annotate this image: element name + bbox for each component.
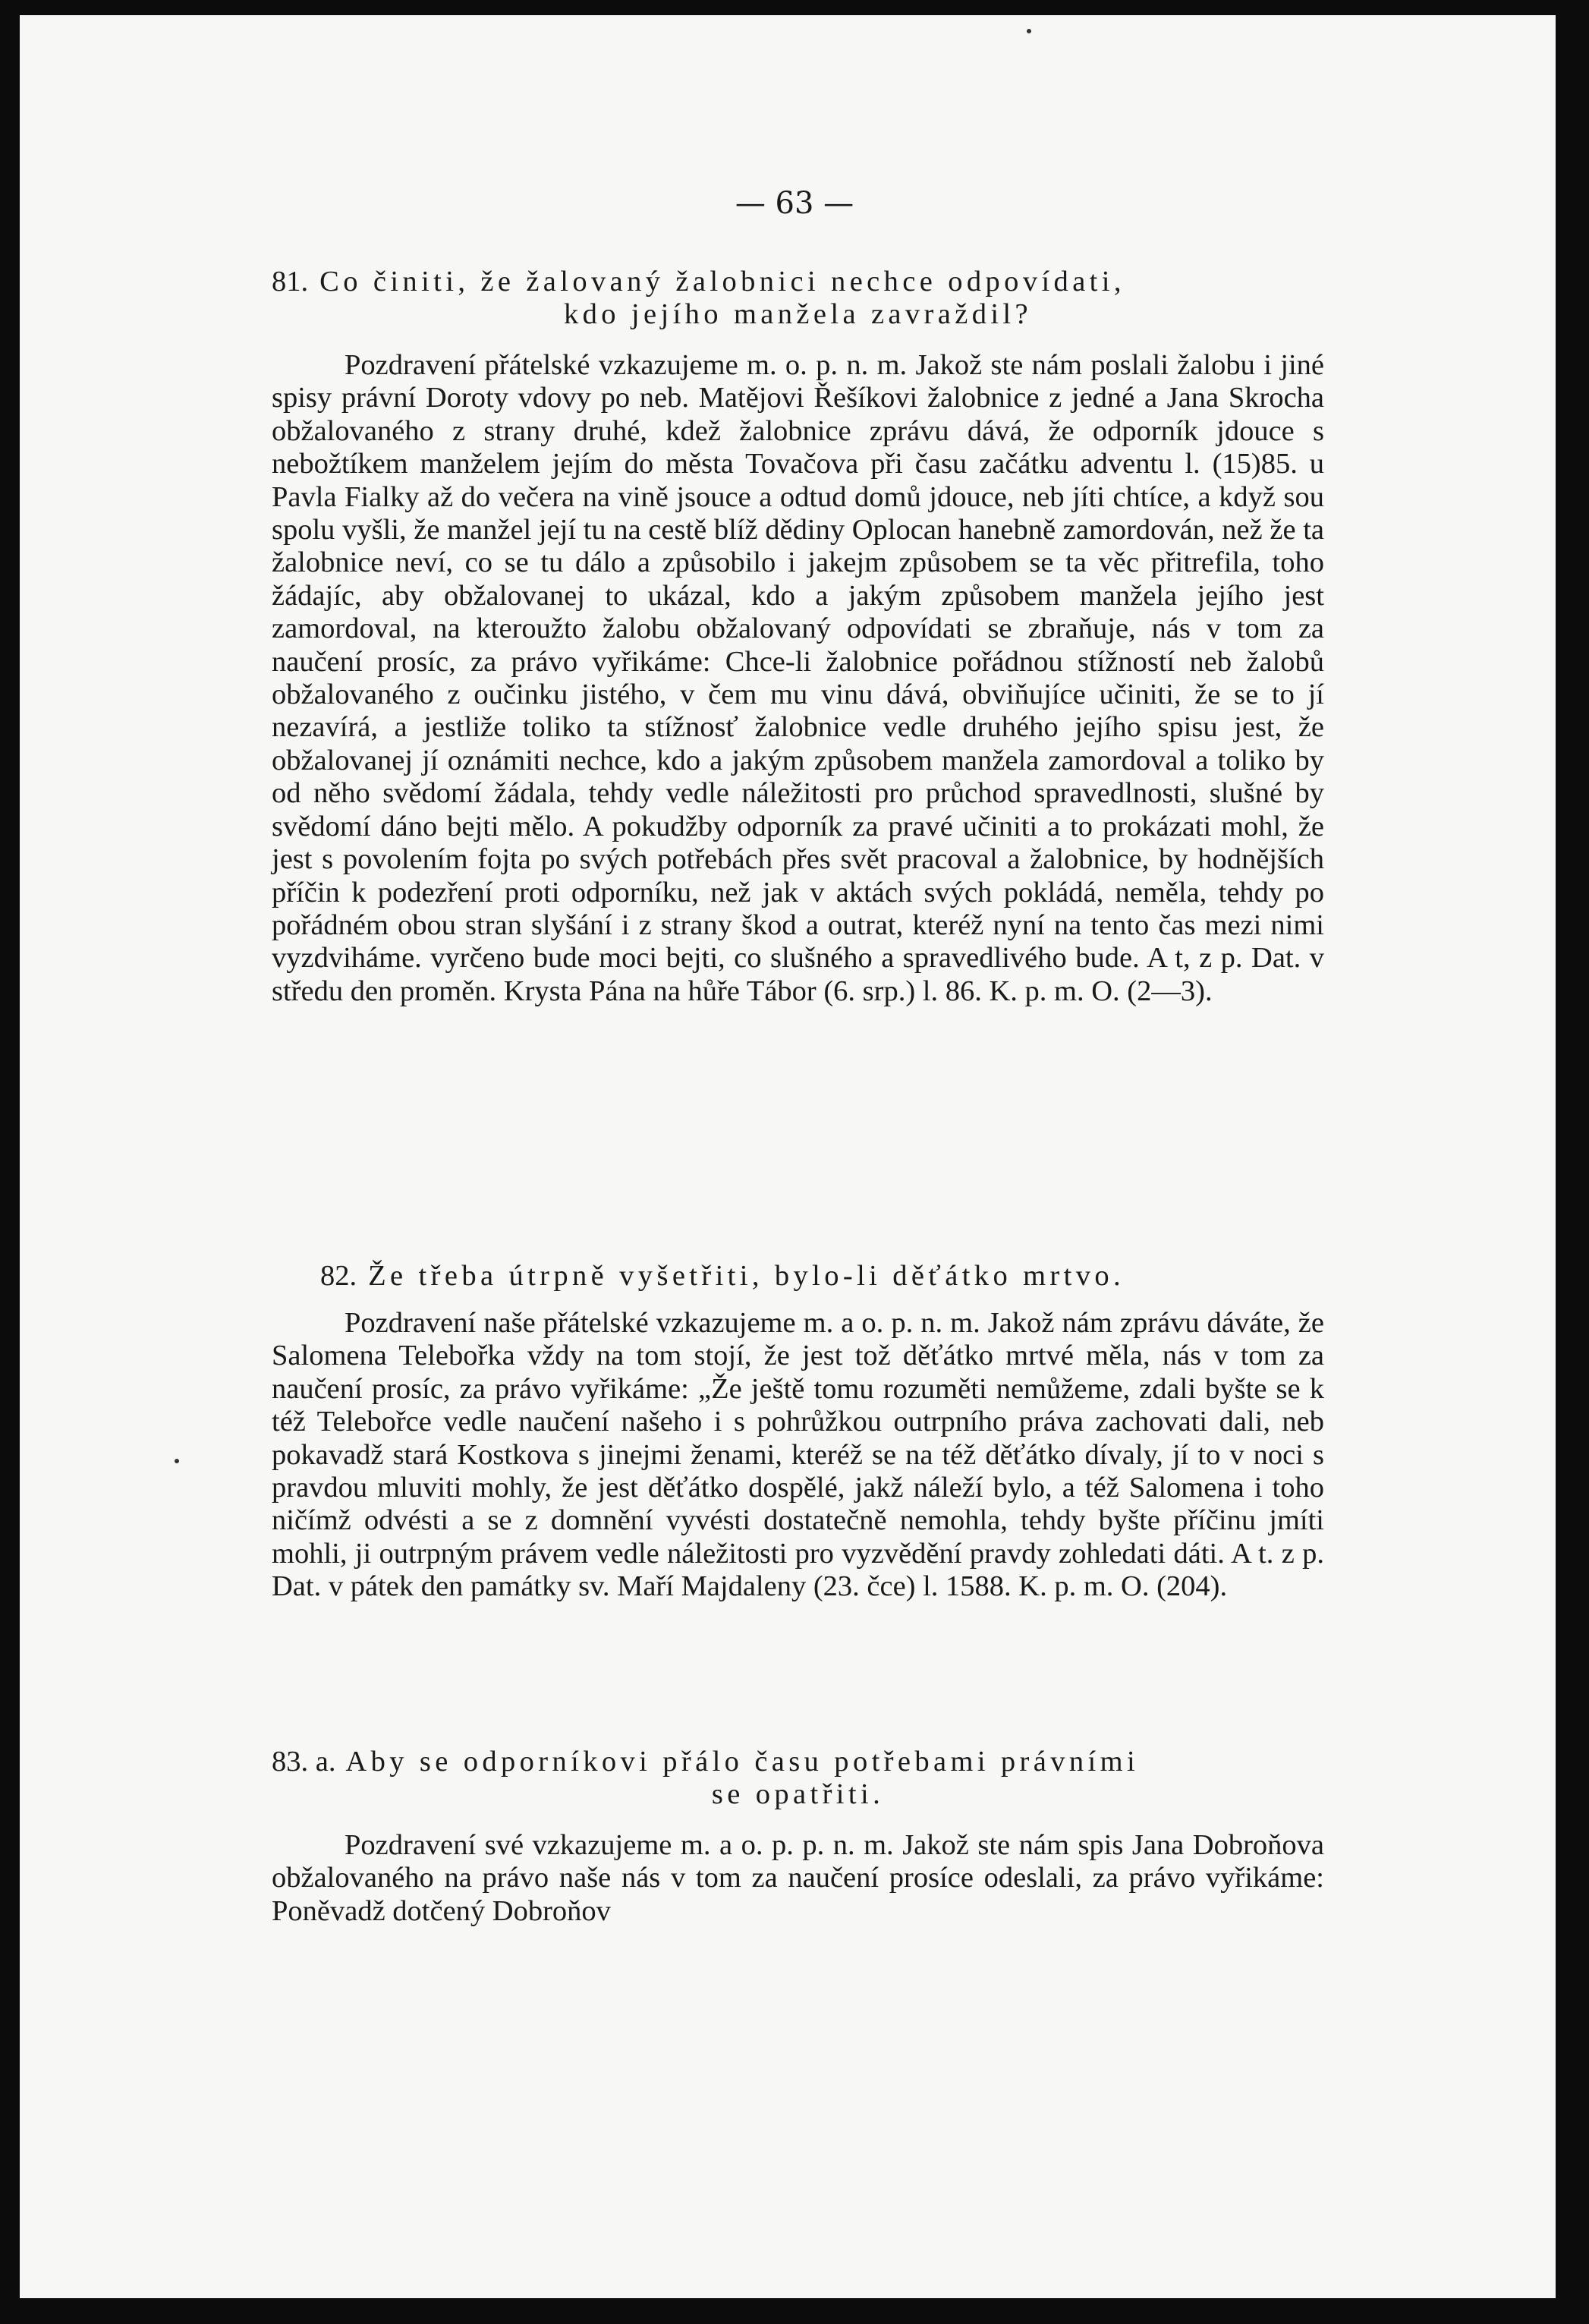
section-82-paragraph: Pozdravení naše přátelské vzkazujeme m. a o. p. n. m. Jakož nám zprávu dáváte, že Salomena Telebořka vždy na tom stojí, že jest tož děťátko mrtvé měla, nás v tom za naučení prosíc, za právo vyřikáme: „Že ještě tomu rozuměti nemůžeme, zdali byšte se k též Telebořce vedle naučení našeho i s pohrůžkou outrpního práva zachovati dali, neb pokavadž stará Kostkova s jinejmi ženami, kteréž se na též děťátko dívaly, jí to v noci s pravdou mluviti mohly, že jest děťátko dospělé, jakž náleží bylo, a též Salomena i toho ničímž odvésti a se z domnění vyvésti dostatečně nemohla, tehdy byšte příčinu jmíti mohli, ji outrpným právem vedle náležitosti pro vyzvědění pravdy zohledati dáti. A t. z p. Dat. v pátek den památky sv. Maří Majdaleny (23. čce) l. 1588. K. p. m. O. (204). — [272, 1307, 1324, 1603]
section-83-title-line-1: Aby se odporníkovi přálo času potřebami právními — [345, 1746, 1140, 1778]
section-81-heading — [272, 266, 1324, 332]
section-81-number: 81. — [272, 266, 309, 298]
section-83-title-line-2: se opatřiti. — [711, 1778, 885, 1811]
section-82-title: Že třeba útrpně vyšetřiti, bylo-li děťátko mrtvo. — [368, 1260, 1125, 1292]
section-81-paragraph: Pozdravení přátelské vzkazujeme m. o. p. n. m. Jakož ste nám poslali žalobu i jiné spisy právní Doroty vdovy po neb. Matějovi Řešíkovi žalobnice z jedné a Jana Skrocha obžalovaného z strany druhé, kdež žalobnice zprávu dává, že odporník jdouce s nebožtíkem manželem jejím do města Tovačova při času začátku adventu l. (15)85. u Pavla Fialky až do večera na vině jsouce a odtud domů jdouce, neb jíti chtíce, a když sou spolu vyšli, že manžel její tu na cestě blíž dědiny Oplocan hanebně zamordován, než že ta žalobnice neví, co se tu dálo a způsobilo i jakejm způsobem se ta věc přitrefila, toho žádajíc, aby obžalovanej to ukázal, kdo a jakým způsobem manžela jejího jest zamordoval, na kteroužto žalobu obžalovaný odpovídati se zbraňuje, nás v tom za naučení prosíc, za právo vyřikáme: Chce-li žalobnice pořádnou stížností neb žalobů obžalovaného z oučinku jistého, v čem mu vinu dává, obviňujíce učiniti, že se to jí nezavírá, a jestliže toliko ta stížnosť žalobnice vedle druhého jejího spisu jest, že obžalovanej jí oznámiti nechce, kdo a jakým způsobem manžela zamordoval a toliko by od něho svědomí žádala, tehdy vedle náležitosti pro průchod spravedlnosti, slušné by svědomí dáno bejti mělo. A pokudžby odporník za pravé učiniti a to prokázati mohl, že jest s povolením fojta po svých potřebách přes svět pracoval a žalobnice, by hodnějších příčin k podezření proti odporníku, než jak v aktách svých pokládá, neměla, tehdy po pořádném obou stran slyšání i z strany škod a outrat, kteréž nyní na tento čas mezi nimi vyzdviháme. vyrčeno bude moci bejti, co slušného a spravedlivého bude. A t, z p. Dat. v středu den proměn. Krysta Pána na hůře Tábor (6. srp.) l. 86. K. p. m. O. (2—3). — [272, 349, 1324, 1007]
section-83-number: 83. a. — [272, 1746, 336, 1778]
page-number: — 63 — — [735, 186, 854, 221]
section-82-number: 82. — [320, 1260, 357, 1292]
scan-speck — [1027, 29, 1031, 33]
section-83-paragraph: Pozdravení své vzkazujeme m. a o. p. p. n. m. Jakož ste nám spis Jana Dobroňova obžalovaného na právo naše nás v tom za naučení prosíce odeslali, za právo vyřikáme: Poněvadž dotčený Dobroňov — [272, 1829, 1324, 1927]
section-83-heading — [272, 1746, 1324, 1812]
section-82-heading — [272, 1260, 1324, 1293]
section-82-body — [272, 1307, 1324, 1604]
scan-speck — [175, 1459, 179, 1463]
section-83-body — [272, 1829, 1324, 1928]
section-81-title-line-1: Co činiti, že žalovaný žalobnici nechce odpovídati, — [319, 266, 1125, 298]
section-81-title-line-2: kdo jejího manžela zavraždil? — [563, 298, 1032, 331]
section-81-body — [272, 349, 1324, 1008]
